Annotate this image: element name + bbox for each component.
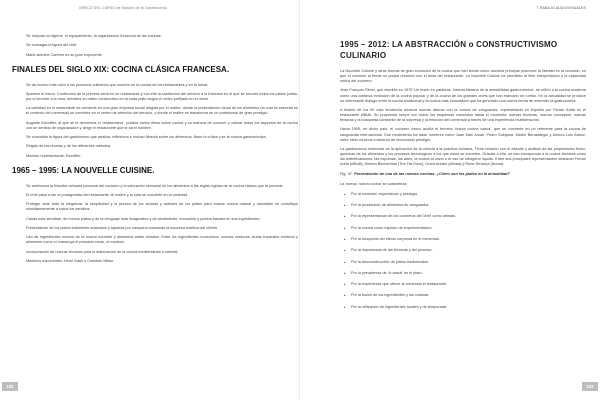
list-item: • Por la utilización de ingredientes locales y de temporada. <box>344 305 586 309</box>
section2-paragraph: El chef pasa a ser el protagonista del restaurante. Al maître y la sala se convierte en la variedad. <box>26 193 189 197</box>
section2-paragraph: Máximos exponentes: Henri Gault y Christian Millau. <box>26 258 115 263</box>
page-number-left: 192 <box>2 382 18 391</box>
right-page <box>300 0 600 400</box>
section2-paragraph: Proteger ante todo la elegancia, la simplicidad y la pureza de los aromas y sabores de los platos para buscar cocina natural y saludable se constituyó simultáneamente a todos los sentidos. <box>26 202 298 212</box>
characteristics-list <box>340 192 586 309</box>
section1-paragraph: Se da mucho más valor a los procesos culinarios que ocurren en la cocina de los restaurantes y en la mesa. <box>26 82 209 87</box>
section2-paragraph: Incorporación de nuevas técnicas para la elaboración de la cocina mediterránea o oriental. <box>26 249 179 254</box>
page-number-right: 193 <box>582 382 598 391</box>
section1-paragraph: Auguste Escoffier, al que se le denomina el 'restaurateur', publica varios libros sobre cocina y su manera de conocer y valorar todos los aspectos de la cocina con un sentido de organización y dirige el restaurante que le da el nombre. <box>26 120 298 130</box>
list-item: • Por la fusión de los ingredientes y las culturas. <box>344 293 586 297</box>
section-heading-abstraction: 1995 – 2012: LA ABSTRACCIÓN o CONSTRUCTIVISMO CULINARIO <box>340 40 558 60</box>
section-heading-classic-cuisine: FINALES DEL SIGLO XIX: COCINA CLÁSICA FRANCESA. <box>12 64 230 74</box>
list-item: • Por la representación de los cocineros del 'chef' como artistas. <box>344 214 586 218</box>
list-item: • Por la cocina como espacio de experimentación. <box>344 226 586 230</box>
right-paragraph: Jean François Revel, que escribió en 1979 'Un festín en palabras: historia literaria de la sensibilidad gastronómica', se refirió a la cocina moderna como una continua evolución de la cocina popular y de la cocina de los grandes chefs que han marcado un rumbo. En la actualidad se produce un interesante diálogo entre la cocina tradicional y la cocina más innovadora que ha generado una nueva forma de entender la gastronomía. <box>340 88 586 103</box>
list-item: • Por la importancia de las técnicas y del proceso. <box>344 248 586 252</box>
figure-caption-label: Fig. 47. <box>340 171 353 177</box>
list-item: • Por la experiencia que ofrece al comensal el restaurante. <box>344 282 586 286</box>
figure-caption <box>340 171 586 176</box>
right-paragraph: Hacia 1995, en dicho país, el cocinero vasco acuña el término 'nueva cocina vasca', que se convierte en un referente para la cocina de vanguardia internacional. Ese movimiento ha dado nombres como Juan Mari Arzak, Pedro Subijana, Martín Berasategui y Andoni Luis Aduriz, entre otros muchos cocineros de reconocido prestigio. <box>340 127 586 142</box>
right-paragraph: A finales de los 90 esta tendencia alcanza nuevas alturas con la cocina de vanguardia, representada en España por Ferran Adrià en el restaurante elBulli. Su propuesta rompe con todos los esquemas conocidos hasta el momento: nuevas técnicas, nuevos conceptos, nuevas texturas y la búsqueda constante de la sorpresa y la emoción del comensal a través de una experiencia multisensorial. <box>340 107 586 123</box>
section2-paragraph: Cartas más sencillas, de menos platos y de un lenguaje más imaginativo y de sentimiento, evocación y poesía basado en sus ingredientes. <box>26 216 261 221</box>
section2-paragraph: Uso de ingredientes nuevos de la cocina nouvelle y alimentos antes vetados. Entre los ingredientes novedosos: nuevas verduras, frutas tropicales exóticos y alimentos como el maracuyá el pescado crudo, el marisco. <box>26 235 298 245</box>
list-item: • Por la desconstrucción de platos tradicionales. <box>344 260 586 264</box>
section2-paragraph: Presentación de los platos totalmente acabados y tapados por campana buscando la sorpresa estética del cliente. <box>26 225 219 230</box>
right-content <box>340 39 586 316</box>
list-item: • Por la prevalencia de 'lo visual' en el plato. <box>344 271 586 275</box>
section1-paragraph: Aparece el menú. Confección de la primera carta en un restaurante y con ella la sustitución del servicio a la francesa en el que se servían todos los platos juntos, por el servicio a la rusa, servidos en orden consecutivo en la carta plato según el orden prefijado en el menú. <box>26 91 298 102</box>
section-heading-nouvelle-cuisine: 1965 – 1995: LA NOUVELLE CUISINE. <box>12 165 155 175</box>
list-intro: La 'nueva, nueva cocina' se caracteriza: <box>340 182 408 187</box>
section1-paragraph: Se consolida la figura del gastrónomo que analiza, reflexiona e incluso filosofa sobre los alimentos. Nace la crítica y se la cocina gastronómica. <box>26 135 267 140</box>
section1-paragraph: Regido de las recetas y de los diferentes métodos. <box>26 144 112 149</box>
section1-paragraph: La cantidad en el restaurante se convierte en una gran empresa social dirigida por el maître, donde la presentación visual de los alimentos (la cual es esencial en el contexto del comensal) se convierte en el centro de atención del servicio, y donde el maître se transforma en un profesional de gran prestigio. <box>26 106 298 116</box>
left-running-head: GRECO DEL CARSO de Estudio de la Gastronomía <box>79 6 167 10</box>
right-running-head: T RABAJO AUDIOVISUALES <box>536 6 586 10</box>
list-item: • Por la novedad, espectáculo y prestigio. <box>344 192 586 196</box>
right-paragraph: La gastronomía molecular es la aplicación de la ciencia a la práctica culinaria. Tiene relación con el estudio y análisis de las propiedades físico-químicas de los alimentos y los procesos tecnológicos a los que éstos se someten. Gracias a ella, se han incorporado a la cocina técnicas como las esferificaciones, las espumas, los aires, la cocina al vacío o el uso de nitrógeno líquido. Entre sus principales representantes destacan Ferran Adrià (elBulli), Heston Blumenthal (The Fat Duck), Grant Achatz (Alinea) y René Redzepi (Noma). <box>340 146 586 167</box>
section2-paragraph: Se ambiciona la filosofía culinaria personal del cocinero y la valoración sensorial de los alimentos a las reglas rígidas de la cocina clásica que la precede. <box>26 183 284 188</box>
intro-line: Se consagra la figura del chef. <box>26 43 78 48</box>
list-item: • Por la producción de alimentos de vanguardia. <box>344 203 586 207</box>
intro-line: Se mejoran la higiene, el equipamiento, la organización funcional de las cocinas. <box>26 34 162 38</box>
intro-line: Marie-Antoine Carême es su gran exponente. <box>26 52 103 57</box>
right-paragraph: La Nouvelle Cuisine y otras formas de gran evolución de la cocina que han tenido como doctrina principal promover la libertad en la creación, en que el cocinero al firmar su propia creación son el alma del restaurante. La Nouvelle Cuisine ha permitido la libre interpretación y la capacidad crítica del cocinero. <box>340 69 586 84</box>
section1-paragraph: Máximo representante: Escoffier. <box>26 153 82 158</box>
left-content <box>12 34 298 268</box>
figure-caption-title: Presentación de una de las nuevas cocinas. ¿Cómo son los platos en la actualidad? <box>354 171 510 177</box>
list-item: • Por la búsqueda del efecto sorpresa en el comensal. <box>344 237 586 241</box>
